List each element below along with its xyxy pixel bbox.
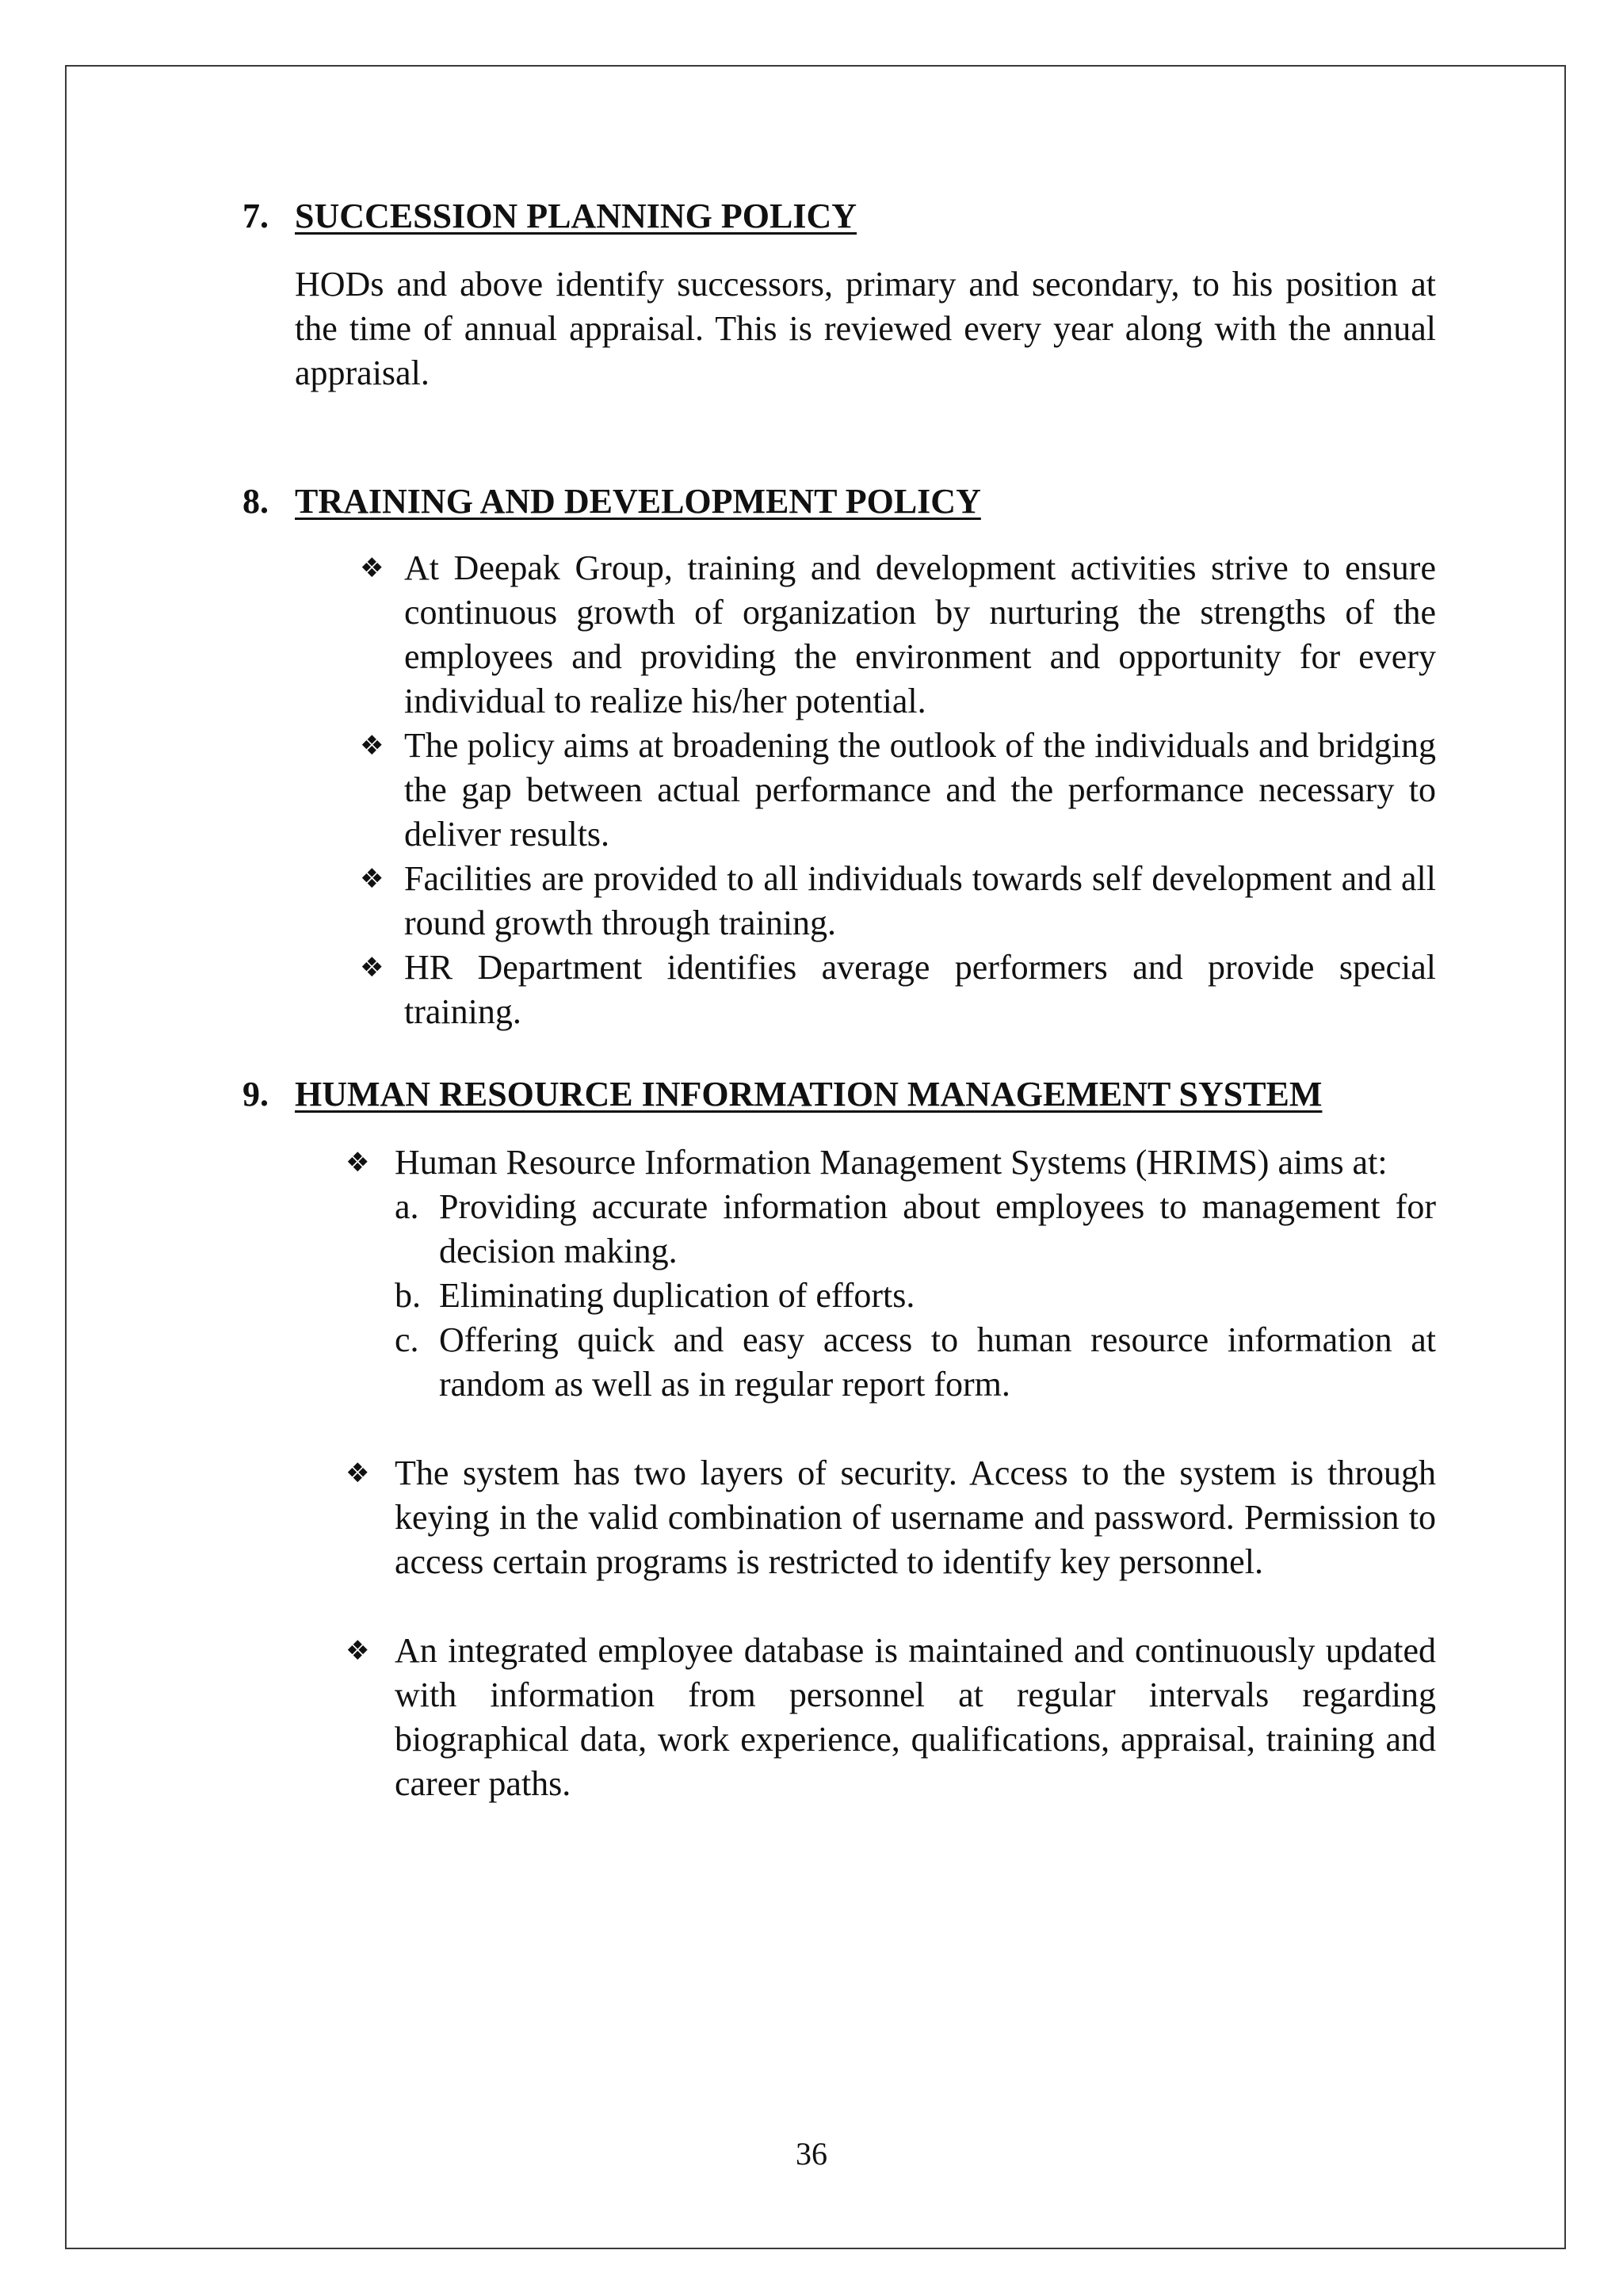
bullet-text: The policy aims at broadening the outlook of the individuals and bridging the gap between actual performance and the performance necessary to deliver results. xyxy=(404,726,1436,854)
section-title: HUMAN RESOURCE INFORMATION MANAGEMENT SYSTEM xyxy=(295,1075,1323,1114)
list-item xyxy=(360,946,1436,1034)
diamond-bullet-icon: ❖ xyxy=(346,1457,370,1489)
subitem-text: Providing accurate information about employees to management for decision making. xyxy=(439,1187,1436,1270)
list-item xyxy=(395,1185,1436,1274)
section-number: 8. xyxy=(242,482,269,521)
section-8-heading xyxy=(242,479,1431,524)
list-item xyxy=(346,1451,1436,1584)
bullet-text: Facilities are provided to all individuals towards self development and all round growth through training. xyxy=(404,859,1436,942)
section-7-paragraph: HODs and above identify successors, primary and secondary, to his position at the time of annual appraisal. This is reviewed every year along with the annual appraisal. xyxy=(295,265,1436,392)
bullet-text: Human Resource Information Management Systems (HRIMS) aims at: xyxy=(395,1143,1388,1182)
training-bullet-list xyxy=(360,546,1436,1034)
list-item xyxy=(395,1318,1436,1407)
section-number: 7. xyxy=(242,197,269,235)
subitem-text: Eliminating duplication of efforts. xyxy=(439,1276,915,1315)
diamond-bullet-icon: ❖ xyxy=(360,730,384,762)
subitem-text: Offering quick and easy access to human resource information at random as well as in regular report form. xyxy=(439,1320,1436,1404)
diamond-bullet-icon: ❖ xyxy=(360,863,384,895)
list-item xyxy=(346,1140,1436,1407)
list-item xyxy=(360,857,1436,946)
section-9-heading xyxy=(242,1072,1431,1117)
document-body xyxy=(242,194,1436,1806)
subitem-label: a. xyxy=(395,1187,419,1226)
diamond-bullet-icon: ❖ xyxy=(346,1147,370,1179)
diamond-bullet-icon: ❖ xyxy=(360,552,384,584)
subitem-label: c. xyxy=(395,1320,419,1359)
diamond-bullet-icon: ❖ xyxy=(360,952,384,984)
section-number: 9. xyxy=(242,1075,269,1114)
hrims-bullet-list xyxy=(346,1140,1436,1806)
bullet-text: HR Department identifies average performers and provide special training. xyxy=(404,948,1436,1031)
list-item xyxy=(395,1274,1436,1318)
list-item xyxy=(360,724,1436,857)
diamond-bullet-icon: ❖ xyxy=(346,1635,370,1667)
section-7-heading xyxy=(242,194,1431,239)
subitem-label: b. xyxy=(395,1276,421,1315)
section-title: TRAINING AND DEVELOPMENT POLICY xyxy=(295,482,981,521)
list-item xyxy=(360,546,1436,724)
bullet-text: The system has two layers of security. Access to the system is through keying in the valid combination of username and password. Permission to access certain programs is restricted to identify key personnel. xyxy=(395,1454,1436,1581)
bullet-text: At Deepak Group, training and development activities strive to ensure continuous growth of organization by nurturing the strengths of the employees and providing the environment and opportunity for every individual to realize his/her potential. xyxy=(404,548,1436,720)
section-title: SUCCESSION PLANNING POLICY xyxy=(295,197,857,235)
page-number: 36 xyxy=(796,2136,827,2172)
list-item xyxy=(346,1629,1436,1806)
bullet-text: An integrated employee database is maintained and continuously updated with information from personnel at regular intervals regarding biographical data, work experience, qualifications, appraisal, training and career paths. xyxy=(395,1631,1436,1803)
